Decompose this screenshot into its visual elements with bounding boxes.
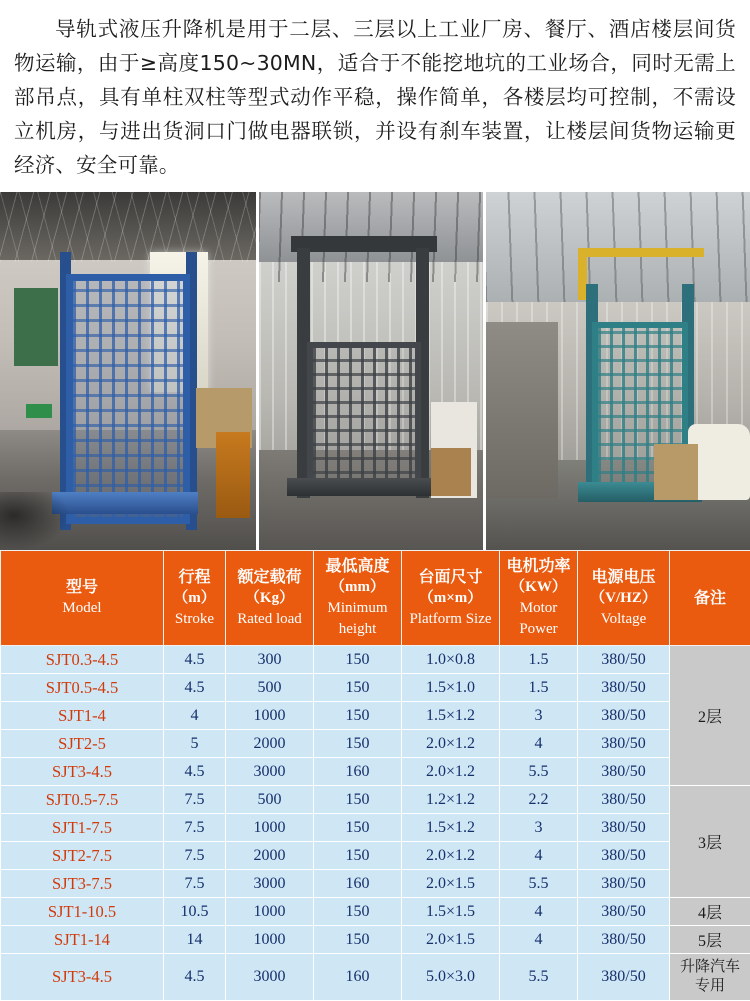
cell-stroke: 7.5 — [164, 842, 226, 870]
cell-size: 2.0×1.2 — [402, 842, 500, 870]
cell-height: 150 — [314, 898, 402, 926]
header-platform-size — [402, 551, 500, 646]
cell-load: 500 — [226, 674, 314, 702]
cell-remark: 5层 — [670, 926, 750, 954]
wooden-crate — [654, 444, 698, 500]
cell-load: 1000 — [226, 898, 314, 926]
cell-power: 4 — [500, 842, 578, 870]
table-row — [1, 814, 750, 842]
cell-voltage: 380/50 — [578, 926, 670, 954]
lift-platform — [52, 492, 198, 514]
cell-power: 2.2 — [500, 786, 578, 814]
green-wall-panel — [14, 288, 58, 366]
cell-power: 3 — [500, 702, 578, 730]
cell-size: 2.0×1.2 — [402, 730, 500, 758]
cell-load: 2000 — [226, 730, 314, 758]
cell-model: SJT0.3-4.5 — [1, 646, 164, 674]
cell-size: 1.2×1.2 — [402, 786, 500, 814]
header-stroke-unit: （m） — [166, 588, 223, 609]
table-row — [1, 674, 750, 702]
header-power-zh: 电机功率 — [506, 558, 570, 575]
cell-stroke: 7.5 — [164, 814, 226, 842]
cell-voltage: 380/50 — [578, 730, 670, 758]
cell-stroke: 4.5 — [164, 758, 226, 786]
header-load-unit: （Kg） — [228, 588, 311, 609]
yellow-safety-rail — [578, 248, 704, 257]
lift-platform — [287, 478, 441, 496]
header-power-unit: （KW） — [502, 577, 575, 598]
specification-table — [0, 550, 750, 1001]
cell-power: 5.5 — [500, 954, 578, 1001]
cell-model: SJT3-7.5 — [1, 870, 164, 898]
header-voltage-zh: 电源电压 — [591, 569, 655, 586]
product-photo-strip — [0, 192, 750, 550]
header-height-unit: （mm） — [316, 577, 399, 598]
cell-model: SJT1-7.5 — [1, 814, 164, 842]
cell-stroke: 7.5 — [164, 870, 226, 898]
cell-power: 4 — [500, 730, 578, 758]
cell-model: SJT3-4.5 — [1, 954, 164, 1001]
cell-power: 3 — [500, 814, 578, 842]
cell-remark: 4层 — [670, 898, 750, 926]
cell-height: 150 — [314, 786, 402, 814]
table-row — [1, 730, 750, 758]
cell-model: SJT1-4 — [1, 702, 164, 730]
header-size-en: Platform Size — [404, 609, 497, 630]
exit-sign-icon — [26, 404, 52, 418]
header-motor-power — [500, 551, 578, 646]
cell-load: 1000 — [226, 926, 314, 954]
header-voltage-unit: （V/HZ） — [580, 588, 667, 609]
cell-size: 2.0×1.5 — [402, 870, 500, 898]
photo-blue-rail-cargo-lift-workshop — [0, 192, 256, 550]
cell-model: SJT1-10.5 — [1, 898, 164, 926]
table-row — [1, 702, 750, 730]
cell-power: 4 — [500, 926, 578, 954]
cell-height: 160 — [314, 758, 402, 786]
cell-voltage: 380/50 — [578, 842, 670, 870]
header-height-zh: 最低高度 — [325, 558, 389, 575]
header-remark — [670, 551, 750, 646]
cell-height: 150 — [314, 814, 402, 842]
header-minimum-height — [314, 551, 402, 646]
cell-voltage: 380/50 — [578, 674, 670, 702]
header-voltage — [578, 551, 670, 646]
cell-load: 300 — [226, 646, 314, 674]
header-size-unit: （m×m） — [404, 588, 497, 609]
cell-power: 5.5 — [500, 758, 578, 786]
cell-remark-line2: 专用 — [672, 977, 748, 996]
cell-model: SJT2-7.5 — [1, 842, 164, 870]
header-stroke — [164, 551, 226, 646]
cell-size: 1.0×0.8 — [402, 646, 500, 674]
table-row — [1, 646, 750, 674]
intro-paragraph: 导轨式液压升降机是用于二层、三层以上工业厂房、餐厅、酒店楼层间货物运输，由于≥高度150~30MN，适合于不能挖地坑的工业场合，同时无需上部吊点，具有单柱双柱等型式动作平稳，操作简单，各楼层均可控制，不需设立机房，与进出货洞口门做电器联锁，并设有刹车装置，让楼层间货物运输更经济、安全可靠。 — [0, 0, 750, 192]
cell-power: 1.5 — [500, 674, 578, 702]
cell-voltage: 380/50 — [578, 870, 670, 898]
table-header-row — [1, 551, 750, 646]
table-row — [1, 842, 750, 870]
table-row — [1, 758, 750, 786]
cell-load: 3000 — [226, 758, 314, 786]
table-row — [1, 898, 750, 926]
header-stroke-en: Stroke — [166, 609, 223, 630]
cell-power: 4 — [500, 898, 578, 926]
cell-size: 2.0×1.5 — [402, 926, 500, 954]
cell-voltage: 380/50 — [578, 954, 670, 1001]
cell-voltage: 380/50 — [578, 898, 670, 926]
header-remark-zh: 备注 — [694, 590, 726, 607]
cell-remark: 3层 — [670, 786, 750, 898]
hand-cart — [216, 432, 250, 518]
cell-load: 500 — [226, 786, 314, 814]
cell-size: 1.5×1.5 — [402, 898, 500, 926]
cell-height: 150 — [314, 730, 402, 758]
wooden-pallet — [431, 448, 471, 496]
cell-voltage: 380/50 — [578, 646, 670, 674]
cell-size: 1.5×1.2 — [402, 702, 500, 730]
cell-stroke: 4.5 — [164, 954, 226, 1001]
cell-size: 1.5×1.0 — [402, 674, 500, 702]
cell-height: 150 — [314, 674, 402, 702]
warehouse-doorway — [486, 322, 558, 498]
cell-size: 5.0×3.0 — [402, 954, 500, 1001]
ceiling-truss-grid — [0, 192, 256, 262]
photo-teal-rail-cargo-lift-warehouse — [486, 192, 750, 550]
cell-height: 150 — [314, 926, 402, 954]
table-row — [1, 870, 750, 898]
header-stroke-zh: 行程 — [178, 569, 210, 586]
cell-stroke: 14 — [164, 926, 226, 954]
photo-grey-rail-cargo-lift-steel-shed — [259, 192, 483, 550]
table-row — [1, 926, 750, 954]
cell-model: SJT2-5 — [1, 730, 164, 758]
cell-height: 150 — [314, 646, 402, 674]
header-model-zh: 型号 — [66, 579, 98, 596]
cell-remark: 2层 — [670, 646, 750, 786]
header-load-en: Rated load — [228, 609, 311, 630]
cell-voltage: 380/50 — [578, 702, 670, 730]
cell-power: 1.5 — [500, 646, 578, 674]
cell-stroke: 10.5 — [164, 898, 226, 926]
cell-power: 5.5 — [500, 870, 578, 898]
specification-table-wrapper — [0, 550, 750, 1001]
header-load-zh: 额定载荷 — [237, 569, 301, 586]
cell-voltage: 380/50 — [578, 814, 670, 842]
cell-stroke: 5 — [164, 730, 226, 758]
cell-height: 150 — [314, 702, 402, 730]
cell-remark — [670, 954, 750, 1001]
cell-load: 3000 — [226, 870, 314, 898]
table-row — [1, 954, 750, 1001]
cell-remark-line1: 升降汽车 — [672, 958, 748, 977]
cell-load: 2000 — [226, 842, 314, 870]
cell-stroke: 4.5 — [164, 646, 226, 674]
header-rated-load — [226, 551, 314, 646]
cell-model: SJT0.5-7.5 — [1, 786, 164, 814]
cell-model: SJT3-4.5 — [1, 758, 164, 786]
cell-height: 160 — [314, 870, 402, 898]
cell-height: 160 — [314, 954, 402, 1001]
cell-height: 150 — [314, 842, 402, 870]
cell-load: 1000 — [226, 702, 314, 730]
cell-size: 2.0×1.2 — [402, 758, 500, 786]
cell-model: SJT1-14 — [1, 926, 164, 954]
lift-cage — [307, 342, 421, 494]
header-power-en: Motor Power — [502, 598, 575, 640]
header-height-en: Minimum height — [316, 598, 399, 640]
cell-voltage: 380/50 — [578, 758, 670, 786]
cell-stroke: 4 — [164, 702, 226, 730]
cell-size: 1.5×1.2 — [402, 814, 500, 842]
header-model — [1, 551, 164, 646]
lift-cage — [66, 274, 190, 524]
cell-model: SJT0.5-4.5 — [1, 674, 164, 702]
cell-stroke: 7.5 — [164, 786, 226, 814]
floor-shadow — [0, 492, 70, 550]
table-row — [1, 786, 750, 814]
cell-voltage: 380/50 — [578, 786, 670, 814]
header-size-zh: 台面尺寸 — [418, 569, 482, 586]
header-model-en: Model — [3, 598, 161, 619]
cell-load: 1000 — [226, 814, 314, 842]
cell-stroke: 4.5 — [164, 674, 226, 702]
cell-load: 3000 — [226, 954, 314, 1001]
header-voltage-en: Voltage — [580, 609, 667, 630]
